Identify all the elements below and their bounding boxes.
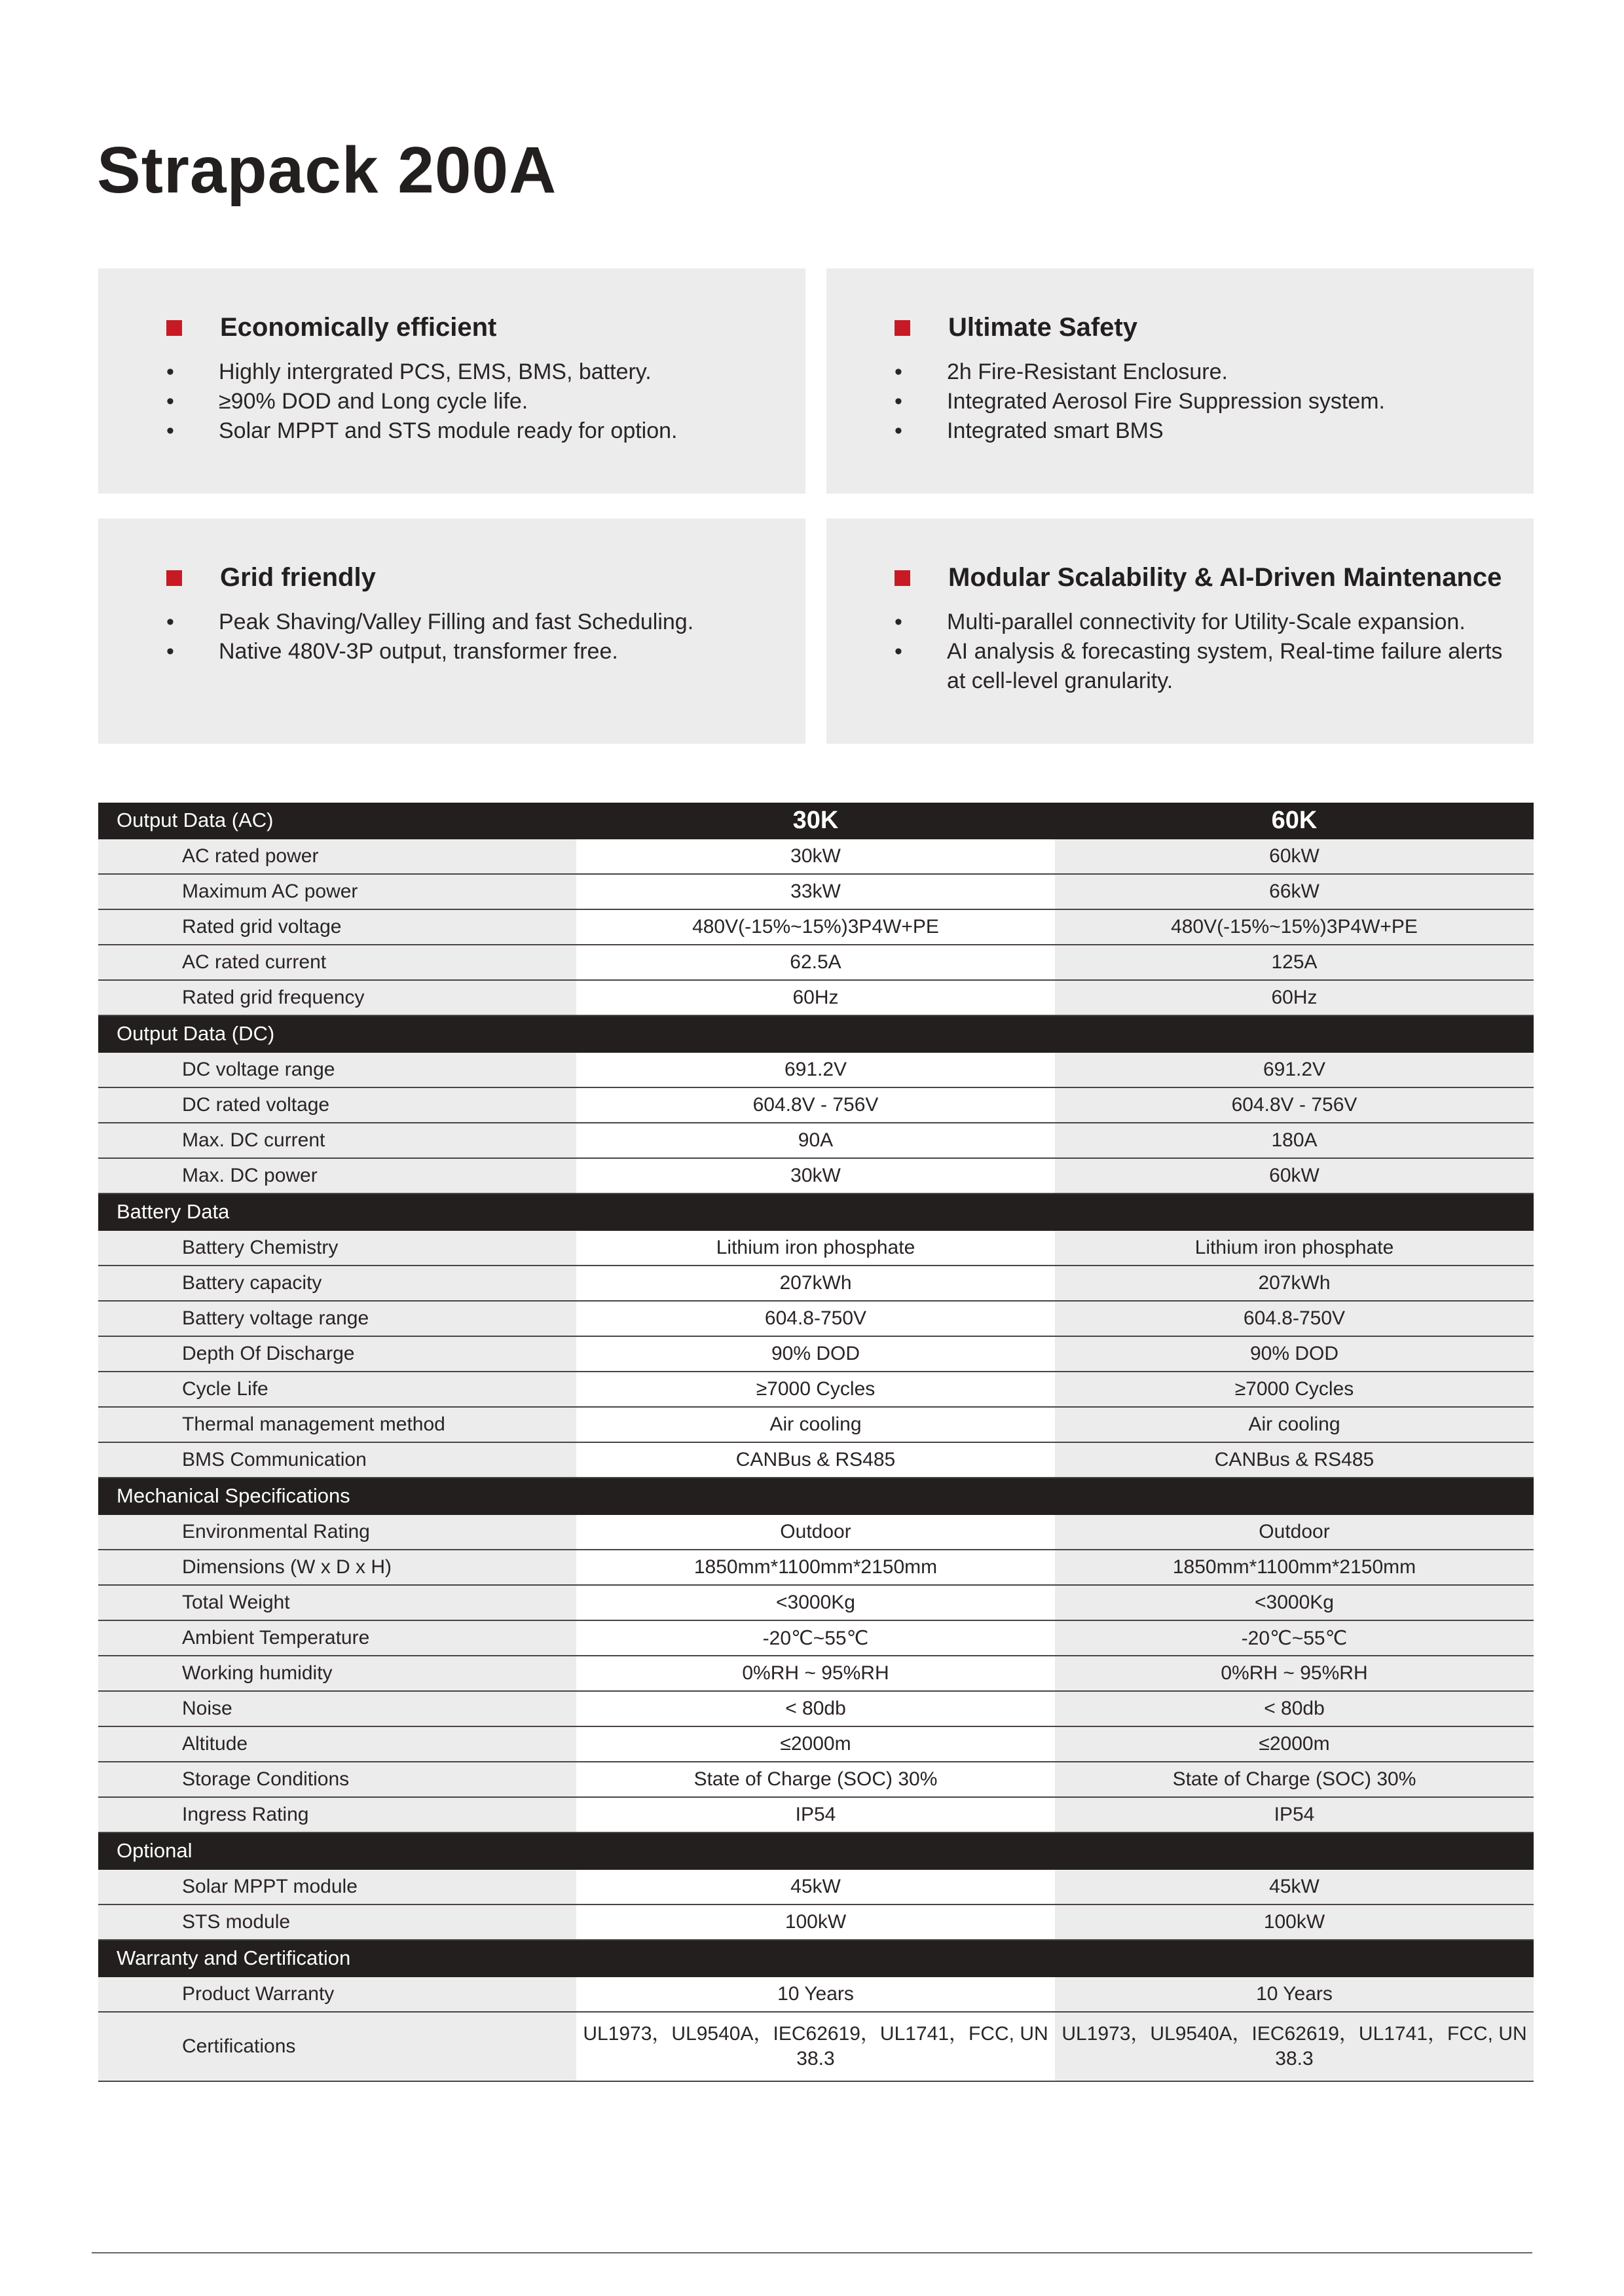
- spec-value: 90% DOD: [1055, 1336, 1534, 1372]
- table-row: [98, 1372, 1534, 1407]
- spec-value: 60kW: [1055, 1158, 1534, 1194]
- bullet-icon: •: [166, 359, 174, 384]
- bullet-icon: •: [166, 610, 174, 634]
- feature-list: [895, 357, 1504, 446]
- spec-label: Max. DC power: [98, 1158, 576, 1194]
- spec-label: Environmental Rating: [98, 1514, 576, 1550]
- section-title: Output Data (DC): [98, 1015, 576, 1052]
- spec-label: Maximum AC power: [98, 874, 576, 909]
- red-square-icon: [895, 570, 910, 586]
- spec-value: 66kW: [1055, 874, 1534, 909]
- spec-value: Air cooling: [576, 1407, 1055, 1442]
- spec-value: State of Charge (SOC) 30%: [576, 1762, 1055, 1797]
- table-row: [98, 1336, 1534, 1372]
- red-square-icon: [895, 320, 910, 336]
- section-header-fill: [576, 1832, 1055, 1869]
- section-title: Output Data (AC): [98, 803, 576, 839]
- feature-card-economic: [98, 268, 805, 494]
- spec-value: Outdoor: [1055, 1514, 1534, 1550]
- feature-bullet: • 2h Fire-Resistant Enclosure.: [895, 357, 1504, 387]
- spec-value: 691.2V: [576, 1052, 1055, 1087]
- table-row: [98, 1726, 1534, 1762]
- bullet-icon: •: [895, 359, 902, 384]
- feature-list: [166, 608, 775, 666]
- table-row: [98, 1977, 1534, 2012]
- red-square-icon: [166, 320, 182, 336]
- spec-value: 45kW: [576, 1869, 1055, 1904]
- section-header-fill: [1055, 1015, 1534, 1052]
- spec-value: CANBus & RS485: [1055, 1442, 1534, 1478]
- feature-bullet: • AI analysis & forecasting system, Real-time failure alerts at cell-level granularity.: [895, 637, 1504, 696]
- table-row: [98, 1550, 1534, 1585]
- bullet-icon: •: [166, 418, 174, 443]
- table-row: [98, 1158, 1534, 1194]
- section-header-row: [98, 803, 1534, 839]
- spec-value: 480V(-15%~15%)3P4W+PE: [576, 909, 1055, 945]
- table-row: [98, 980, 1534, 1015]
- spec-label: DC rated voltage: [98, 1087, 576, 1123]
- spec-value: 604.8V - 756V: [1055, 1087, 1534, 1123]
- feature-title: Ultimate Safety: [948, 313, 1137, 342]
- spec-value: 604.8-750V: [576, 1301, 1055, 1336]
- feature-card-grid: [98, 519, 805, 744]
- table-row: [98, 1301, 1534, 1336]
- model-header: 30K: [576, 803, 1055, 839]
- feature-bullet: • Peak Shaving/Valley Filling and fast Scheduling.: [166, 608, 775, 637]
- spec-value: IP54: [576, 1797, 1055, 1832]
- spec-value: 10 Years: [1055, 1977, 1534, 2012]
- spec-value: < 80db: [1055, 1691, 1534, 1726]
- model-header: 60K: [1055, 803, 1534, 839]
- spec-value: ≤2000m: [1055, 1726, 1534, 1762]
- spec-label: STS module: [98, 1904, 576, 1940]
- section-header-row: [98, 1194, 1534, 1230]
- table-row: [98, 945, 1534, 980]
- spec-label: AC rated current: [98, 945, 576, 980]
- spec-label: Altitude: [98, 1726, 576, 1762]
- section-title: Battery Data: [98, 1194, 576, 1230]
- spec-label: Total Weight: [98, 1585, 576, 1620]
- bullet-icon: •: [895, 610, 902, 634]
- table-row: [98, 1762, 1534, 1797]
- table-row: [98, 1230, 1534, 1266]
- spec-value: 604.8V - 756V: [576, 1087, 1055, 1123]
- spec-value: 60kW: [1055, 839, 1534, 874]
- spec-label: Rated grid frequency: [98, 980, 576, 1015]
- section-header-fill: [576, 1015, 1055, 1052]
- table-row: [98, 1123, 1534, 1158]
- spec-value: < 80db: [576, 1691, 1055, 1726]
- spec-label: DC voltage range: [98, 1052, 576, 1087]
- spec-label: Battery Chemistry: [98, 1230, 576, 1266]
- spec-value: Lithium iron phosphate: [1055, 1230, 1534, 1266]
- table-row: [98, 1691, 1534, 1726]
- spec-value: <3000Kg: [576, 1585, 1055, 1620]
- spec-label: Thermal management method: [98, 1407, 576, 1442]
- feature-bullet: • Integrated smart BMS: [895, 416, 1504, 446]
- page-title: Strapack 200A: [97, 134, 557, 207]
- spec-value: 604.8-750V: [1055, 1301, 1534, 1336]
- feature-grid: [98, 268, 1534, 744]
- spec-value: ≥7000 Cycles: [576, 1372, 1055, 1407]
- spec-value: UL1973，UL9540A，IEC62619，UL1741，FCC, UN 38.3: [1055, 2012, 1534, 2081]
- spec-label: Working humidity: [98, 1656, 576, 1691]
- spec-label: Cycle Life: [98, 1372, 576, 1407]
- table-row: [98, 1514, 1534, 1550]
- spec-value: State of Charge (SOC) 30%: [1055, 1762, 1534, 1797]
- table-row: [98, 1797, 1534, 1832]
- table-row: [98, 1904, 1534, 1940]
- bullet-icon: •: [895, 418, 902, 443]
- spec-value: UL1973，UL9540A，IEC62619，UL1741，FCC, UN 38.3: [576, 2012, 1055, 2081]
- spec-label: AC rated power: [98, 839, 576, 874]
- bullet-icon: •: [166, 639, 174, 664]
- spec-table: [98, 803, 1534, 2082]
- spec-value: 30kW: [576, 839, 1055, 874]
- feature-title: Economically efficient: [220, 313, 497, 342]
- spec-label: Product Warranty: [98, 1977, 576, 2012]
- section-header-fill: [1055, 1194, 1534, 1230]
- feature-bullet: • Solar MPPT and STS module ready for option.: [166, 416, 775, 446]
- feature-bullet: • Native 480V-3P output, transformer free.: [166, 637, 775, 666]
- spec-value: Air cooling: [1055, 1407, 1534, 1442]
- feature-bullet: • Highly intergrated PCS, EMS, BMS, battery.: [166, 357, 775, 387]
- section-header-row: [98, 1478, 1534, 1514]
- section-header-row: [98, 1832, 1534, 1869]
- spec-label: Dimensions (W x D x H): [98, 1550, 576, 1585]
- spec-value: -20℃~55℃: [576, 1620, 1055, 1656]
- table-row: [98, 874, 1534, 909]
- table-row: [98, 1585, 1534, 1620]
- spec-value: 180A: [1055, 1123, 1534, 1158]
- section-header-fill: [576, 1478, 1055, 1514]
- feature-list: [895, 608, 1504, 696]
- spec-value: 62.5A: [576, 945, 1055, 980]
- spec-value: 30kW: [576, 1158, 1055, 1194]
- table-row: [98, 1052, 1534, 1087]
- section-title: Warranty and Certification: [98, 1940, 576, 1977]
- table-row: [98, 1869, 1534, 1904]
- table-row: [98, 839, 1534, 874]
- spec-label: Rated grid voltage: [98, 909, 576, 945]
- spec-label: Battery voltage range: [98, 1301, 576, 1336]
- spec-value: 125A: [1055, 945, 1534, 980]
- spec-value: 90% DOD: [576, 1336, 1055, 1372]
- feature-card-safety: [826, 268, 1534, 494]
- feature-list: [166, 357, 775, 446]
- spec-label: Ambient Temperature: [98, 1620, 576, 1656]
- spec-value: 480V(-15%~15%)3P4W+PE: [1055, 909, 1534, 945]
- spec-label: Depth Of Discharge: [98, 1336, 576, 1372]
- spec-value: ≤2000m: [576, 1726, 1055, 1762]
- table-row: [98, 1407, 1534, 1442]
- spec-label: Solar MPPT module: [98, 1869, 576, 1904]
- section-header-fill: [1055, 1478, 1534, 1514]
- table-row: [98, 1656, 1534, 1691]
- spec-value: 60Hz: [576, 980, 1055, 1015]
- spec-value: 100kW: [576, 1904, 1055, 1940]
- spec-label: Battery capacity: [98, 1266, 576, 1301]
- spec-value: Outdoor: [576, 1514, 1055, 1550]
- spec-value: -20℃~55℃: [1055, 1620, 1534, 1656]
- spec-value: 207kWh: [576, 1266, 1055, 1301]
- table-row: [98, 1442, 1534, 1478]
- footer-divider: [92, 2252, 1532, 2253]
- spec-value: 1850mm*1100mm*2150mm: [1055, 1550, 1534, 1585]
- spec-value: ≥7000 Cycles: [1055, 1372, 1534, 1407]
- spec-value: 0%RH ~ 95%RH: [1055, 1656, 1534, 1691]
- feature-bullet: • ≥90% DOD and Long cycle life.: [166, 387, 775, 416]
- spec-value: 10 Years: [576, 1977, 1055, 2012]
- spec-value: 45kW: [1055, 1869, 1534, 1904]
- spec-label: Ingress Rating: [98, 1797, 576, 1832]
- bullet-icon: •: [895, 389, 902, 414]
- section-title: Optional: [98, 1832, 576, 1869]
- feature-title: Grid friendly: [220, 563, 376, 592]
- bullet-icon: •: [895, 639, 902, 664]
- spec-value: 60Hz: [1055, 980, 1534, 1015]
- table-row: [98, 1087, 1534, 1123]
- spec-label: Max. DC current: [98, 1123, 576, 1158]
- feature-card-scalability: [826, 519, 1534, 744]
- spec-value: 90A: [576, 1123, 1055, 1158]
- section-header-fill: [1055, 1832, 1534, 1869]
- section-header-fill: [576, 1940, 1055, 1977]
- table-row: [98, 1620, 1534, 1656]
- table-row: [98, 909, 1534, 945]
- spec-value: 207kWh: [1055, 1266, 1534, 1301]
- spec-value: CANBus & RS485: [576, 1442, 1055, 1478]
- feature-bullet: • Multi-parallel connectivity for Utility-Scale expansion.: [895, 608, 1504, 637]
- section-header-row: [98, 1015, 1534, 1052]
- spec-label: Certifications: [98, 2012, 576, 2081]
- spec-value: 33kW: [576, 874, 1055, 909]
- spec-value: 691.2V: [1055, 1052, 1534, 1087]
- spec-value: 0%RH ~ 95%RH: [576, 1656, 1055, 1691]
- spec-label: BMS Communication: [98, 1442, 576, 1478]
- section-header-fill: [576, 1194, 1055, 1230]
- spec-value: 100kW: [1055, 1904, 1534, 1940]
- feature-bullet: • Integrated Aerosol Fire Suppression system.: [895, 387, 1504, 416]
- section-header-row: [98, 1940, 1534, 1977]
- section-header-fill: [1055, 1940, 1534, 1977]
- spec-label: Noise: [98, 1691, 576, 1726]
- table-row: [98, 2012, 1534, 2081]
- feature-title: Modular Scalability & AI-Driven Maintenance: [948, 563, 1502, 592]
- spec-value: IP54: [1055, 1797, 1534, 1832]
- table-row: [98, 1266, 1534, 1301]
- bullet-icon: •: [166, 389, 174, 414]
- spec-value: 1850mm*1100mm*2150mm: [576, 1550, 1055, 1585]
- spec-value: <3000Kg: [1055, 1585, 1534, 1620]
- red-square-icon: [166, 570, 182, 586]
- section-title: Mechanical Specifications: [98, 1478, 576, 1514]
- spec-label: Storage Conditions: [98, 1762, 576, 1797]
- spec-value: Lithium iron phosphate: [576, 1230, 1055, 1266]
